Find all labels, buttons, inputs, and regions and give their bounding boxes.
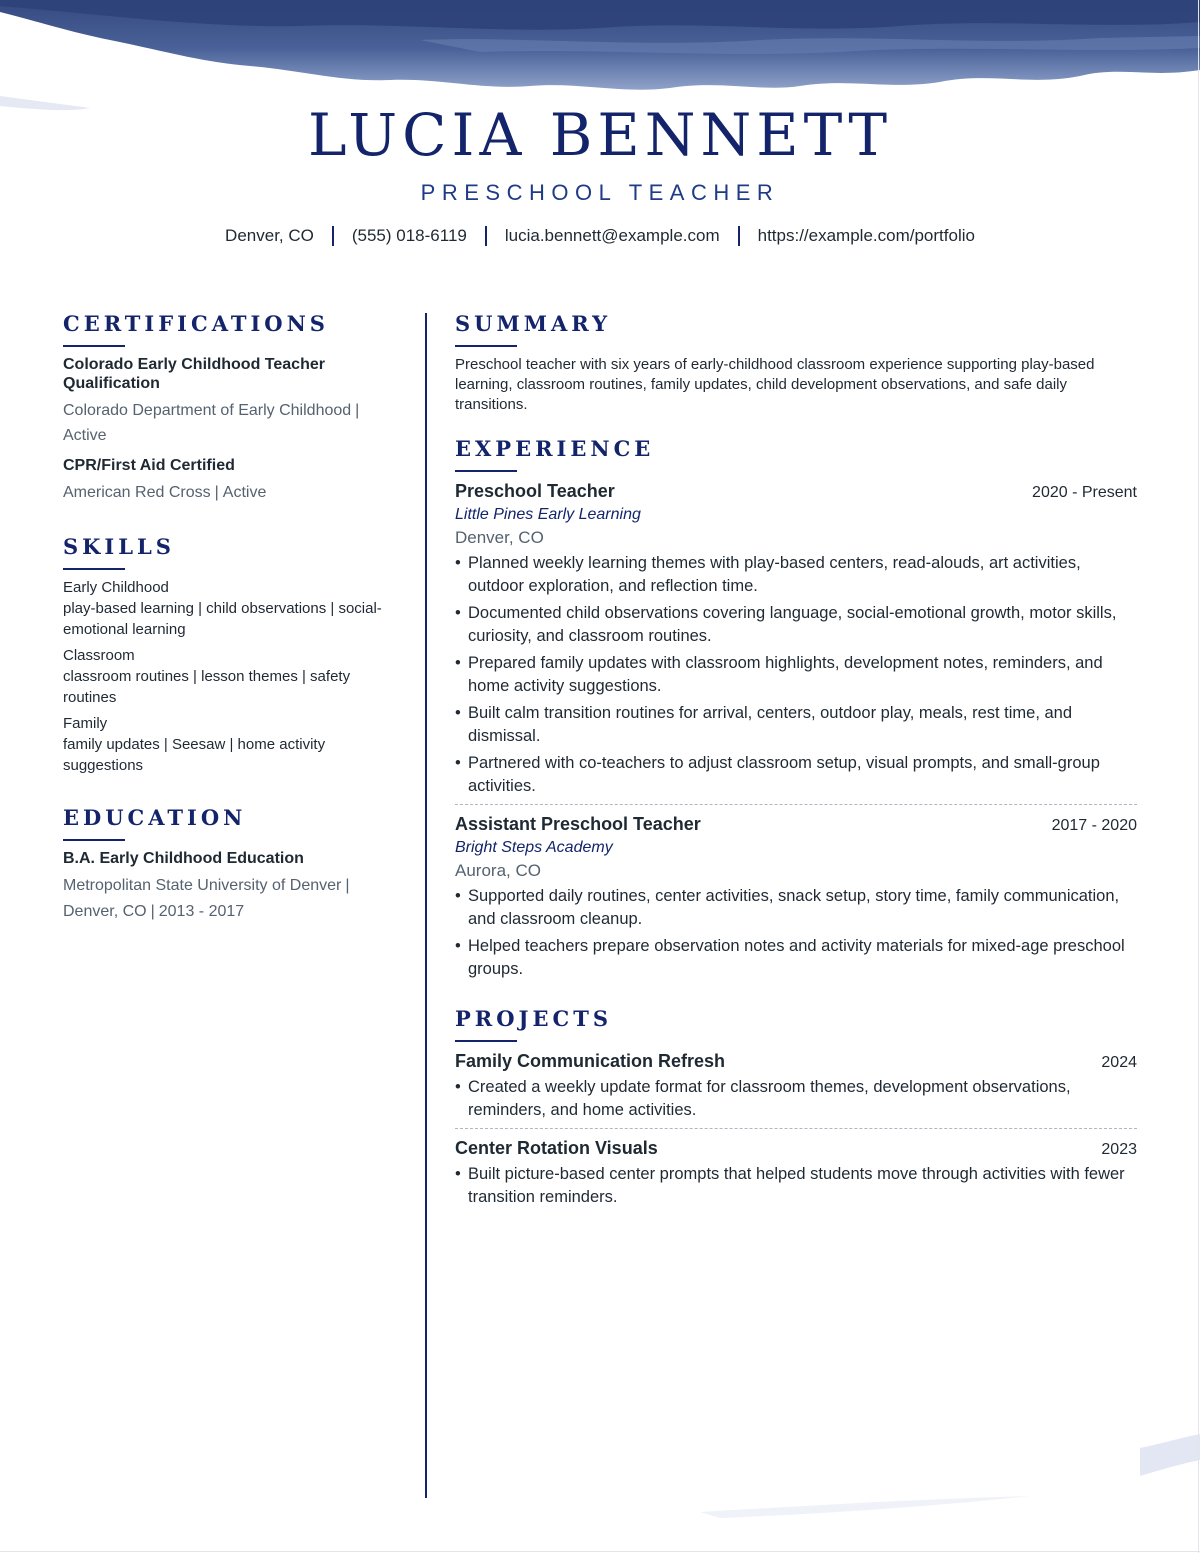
section-rule bbox=[455, 1040, 517, 1042]
education-school: Metropolitan State University of Denver bbox=[63, 877, 342, 894]
summary-section bbox=[455, 310, 1137, 415]
job-company: Little Pines Early Learning bbox=[455, 506, 641, 523]
job-bullet: • Partnered with co-teachers to adjust classroom setup, visual prompts, and small-group activities. bbox=[455, 752, 1137, 798]
separator-bar: | bbox=[214, 484, 219, 501]
education-section bbox=[63, 804, 403, 925]
section-title-certifications: CERTIFICATIONS bbox=[63, 311, 329, 336]
job-dates: 2017 - 2020 bbox=[1051, 817, 1137, 834]
page-edge bbox=[1198, 0, 1199, 1553]
job-company: Bright Steps Academy bbox=[455, 839, 613, 856]
right-column bbox=[455, 310, 1137, 1213]
separator-bar: | bbox=[150, 903, 155, 920]
page-edge bbox=[0, 1551, 1200, 1552]
contact-phone[interactable]: (555) 018-6119 bbox=[351, 226, 467, 245]
job-entry bbox=[455, 813, 1137, 981]
project-title: Family Communication Refresh bbox=[455, 1051, 726, 1071]
dashed-separator bbox=[455, 1128, 1137, 1129]
job-entry bbox=[455, 480, 1137, 798]
project-bullets bbox=[455, 1163, 1137, 1209]
certification-name: Colorado Early Childhood Teacher Qualification bbox=[63, 356, 325, 392]
separator-bar: | bbox=[345, 877, 350, 894]
job-location: Denver, CO bbox=[455, 528, 544, 547]
skill-category: Classroom bbox=[63, 647, 135, 664]
skill-category: Family bbox=[63, 715, 108, 732]
candidate-role: PRESCHOOL TEACHER bbox=[420, 180, 780, 205]
skill-group bbox=[63, 714, 403, 776]
job-location: Aurora, CO bbox=[455, 861, 541, 880]
job-title: Assistant Preschool Teacher bbox=[455, 814, 701, 834]
job-bullet: • Built calm transition routines for arrival, centers, outdoor play, meals, rest time, and dismissal. bbox=[455, 702, 1137, 748]
contact-email[interactable]: lucia.bennett@example.com bbox=[504, 226, 720, 245]
education-degree: B.A. Early Childhood Education bbox=[63, 850, 304, 867]
skill-category: Early Childhood bbox=[63, 579, 169, 596]
certification-issuer: Colorado Department of Early Childhood bbox=[63, 402, 352, 419]
watercolor-footer-wash bbox=[0, 1400, 1200, 1553]
section-title-summary: SUMMARY bbox=[455, 311, 612, 336]
left-column bbox=[63, 310, 403, 925]
job-title: Preschool Teacher bbox=[455, 481, 615, 501]
skill-items: classroom routines | lesson themes | safety routines bbox=[63, 668, 351, 706]
project-bullet: • Created a weekly update format for classroom themes, development observations, reminders, and home activities. bbox=[455, 1076, 1137, 1122]
job-bullet: • Helped teachers prepare observation notes and activity materials for mixed-age preschool groups. bbox=[455, 935, 1137, 981]
section-title-skills: SKILLS bbox=[63, 534, 175, 559]
certification-item bbox=[63, 355, 403, 448]
section-title-education: EDUCATION bbox=[63, 805, 247, 830]
experience-section bbox=[455, 435, 1137, 981]
project-bullets bbox=[455, 1076, 1137, 1122]
job-bullets bbox=[455, 552, 1137, 798]
contact-location: Denver, CO bbox=[225, 226, 314, 245]
job-bullet: • Supported daily routines, center activities, snack setup, story time, family communication, and classroom cleanup. bbox=[455, 885, 1137, 931]
project-header bbox=[455, 1137, 1137, 1160]
education-location: Denver, CO bbox=[63, 903, 147, 920]
section-title-projects: PROJECTS bbox=[455, 1006, 612, 1031]
section-rule bbox=[63, 568, 125, 570]
skill-group bbox=[63, 646, 403, 708]
job-bullet: • Documented child observations covering language, social-emotional growth, motor skills, curiosity, and classroom routines. bbox=[455, 602, 1137, 648]
skill-group bbox=[63, 578, 403, 640]
project-entry bbox=[455, 1050, 1137, 1122]
resume-header bbox=[0, 100, 1200, 248]
dashed-separator bbox=[455, 804, 1137, 805]
certification-item bbox=[63, 456, 403, 505]
certification-issuer: American Red Cross bbox=[63, 484, 211, 501]
skill-items: play-based learning | child observations | social-emotional learning bbox=[63, 600, 382, 638]
job-dates: 2020 - Present bbox=[1032, 484, 1137, 501]
column-divider bbox=[425, 313, 427, 1498]
project-title: Center Rotation Visuals bbox=[455, 1138, 658, 1158]
job-bullet: • Planned weekly learning themes with play-based centers, read-alouds, art activities, outdoor exploration, and reflection time. bbox=[455, 552, 1137, 598]
project-header bbox=[455, 1050, 1137, 1073]
certifications-section bbox=[63, 310, 403, 505]
job-header bbox=[455, 480, 1137, 503]
candidate-name: LUCIA BENNETT bbox=[307, 101, 893, 169]
certification-meta bbox=[63, 398, 403, 448]
skill-items: family updates | Seesaw | home activity suggestions bbox=[63, 736, 326, 774]
project-year: 2024 bbox=[1101, 1054, 1137, 1071]
separator-bar: | bbox=[355, 402, 360, 419]
project-year: 2023 bbox=[1101, 1141, 1137, 1158]
certification-name: CPR/First Aid Certified bbox=[63, 457, 235, 474]
job-bullet: • Prepared family updates with classroom highlights, development notes, reminders, and home activity suggestions. bbox=[455, 652, 1137, 698]
contact-line bbox=[0, 224, 1200, 248]
skills-section bbox=[63, 533, 403, 776]
project-entry bbox=[455, 1137, 1137, 1209]
education-meta bbox=[63, 873, 403, 925]
section-rule bbox=[63, 839, 125, 841]
project-bullet: • Built picture-based center prompts that helped students move through activities with fewer transition reminders. bbox=[455, 1163, 1137, 1209]
certification-status: Active bbox=[222, 484, 267, 501]
summary-text: Preschool teacher with six years of early-childhood classroom experience supporting play-based learning, classroom routines, family updates, child development observations, and safe daily transitions. bbox=[455, 356, 1095, 413]
job-header bbox=[455, 813, 1137, 836]
contact-website[interactable]: https://example.com/portfolio bbox=[757, 226, 975, 245]
section-rule bbox=[455, 470, 517, 472]
certification-status: Active bbox=[63, 427, 107, 444]
projects-section bbox=[455, 1005, 1137, 1209]
education-years: 2013 - 2017 bbox=[158, 903, 245, 920]
section-rule bbox=[455, 345, 517, 347]
section-rule bbox=[63, 345, 125, 347]
job-bullets bbox=[455, 885, 1137, 981]
certification-meta bbox=[63, 480, 403, 505]
section-title-experience: EXPERIENCE bbox=[455, 436, 655, 461]
